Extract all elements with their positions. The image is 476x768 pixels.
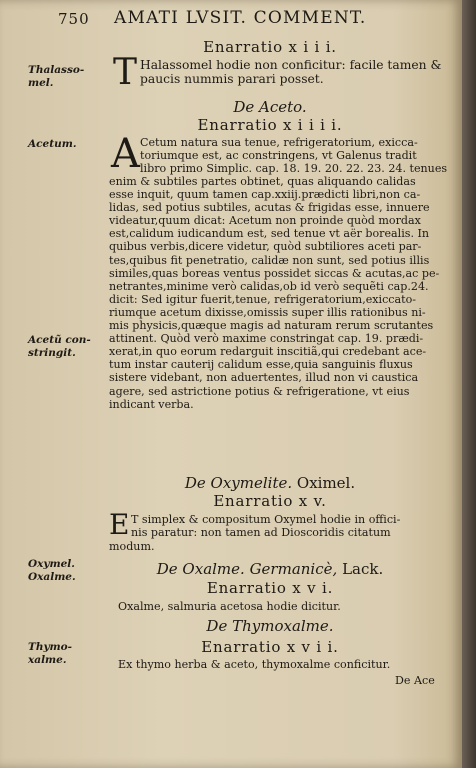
margin-note-line: Acetũ con- (28, 334, 91, 346)
title-roman: Lack. (342, 560, 384, 578)
text-line: tum instar cauterij calidum esse,quia sanguinis fluxus (109, 358, 413, 372)
title-italic: De Oxymelite. (184, 474, 293, 492)
section-16-text (118, 600, 341, 613)
section-13-heading: Enarratio x i i i. (203, 38, 337, 56)
text-line: xerat,in quo eorum redarguit inscitiã,qui credebant ace- (109, 345, 427, 359)
text-line: quibus verbis,dicere videtur, quòd subtiliores aceti par- (109, 240, 422, 254)
text-line: esse inquit, quum tamen cap.xxiij.prædicti libri,non ca- (109, 188, 421, 202)
title-roman: Oximel. (296, 474, 356, 492)
margin-note-line: Thymo- (28, 641, 73, 653)
text-line: sistere videbant, non aduertentes, illud non vi caustica (109, 371, 419, 385)
section-14-heading: Enarratio x i i i i. (197, 116, 343, 134)
catchword: De Ace (395, 674, 435, 687)
text-line: T simplex & compositum Oxymel hodie in offici- (131, 513, 401, 526)
text-line: est,calidum iudicandum est, sed tenue vt aër borealis. In (109, 227, 430, 241)
section-17-heading: Enarratio x v i i. (201, 638, 339, 656)
margin-note-line: Oxalme. (28, 571, 76, 583)
section-15-text-indented (131, 513, 400, 539)
margin-note-line: xalme. (28, 654, 67, 666)
text-line: mis physicis,quæque magis ad naturam rerum scrutantes (109, 319, 434, 333)
page-edge-shadow (462, 0, 476, 768)
margin-note-line: Thalasso- (28, 64, 85, 76)
text-line: lidas, sed potius subtiles, acutas & frigidas esse, innuere (109, 201, 430, 215)
section-14-text-indented (140, 136, 447, 175)
text-line: modum. (109, 540, 155, 553)
text-line: riumque acetum dixisse,omissis super illis rationibus ni- (109, 305, 426, 319)
margin-note-line: Oxymel. (28, 558, 75, 570)
margin-note-line: stringit. (28, 347, 76, 359)
margin-note-acetum-constringit (28, 334, 98, 360)
text-line: attinent. Quòd verò maxime constringat cap. 19. prædi- (109, 332, 424, 346)
margin-note-oxymel-oxalme (28, 558, 98, 584)
section-14-title: De Aceto. (233, 98, 307, 116)
running-header (58, 8, 458, 32)
text-line: libro primo Simplic. cap. 18. 19. 20. 22. 23. 24. tenues (140, 162, 448, 176)
text-line: similes,quas boreas ventus possidet siccas & acutas,ac pe- (109, 266, 440, 280)
section-14-text (109, 175, 439, 411)
margin-note-thalassomel (28, 64, 98, 90)
running-title: AMATI LVSIT. COMMENT. (114, 8, 367, 28)
section-15-title (100, 474, 440, 492)
section-16-title (100, 560, 440, 578)
text-line: Ex thymo herba & aceto, thymoxalme conficitur. (118, 658, 391, 671)
section-16-heading: Enarratio x v i. (206, 579, 334, 597)
drop-cap-a: A (111, 131, 140, 177)
section-15-text (109, 540, 155, 553)
section-13-text (140, 58, 441, 86)
text-line: videatur,quum dicat: Acetum non proinde quòd mordax (109, 214, 421, 228)
text-line: netrantes,minime verò calidas,ob id verò sequẽti cap.24. (109, 279, 429, 293)
text-line: Halassomel hodie non conficitur: facile tamen & (140, 58, 442, 72)
margin-note-line: mel. (28, 77, 54, 89)
drop-cap-t: T (113, 52, 138, 93)
text-line: Cetum natura sua tenue, refrigeratorium, exicca- (140, 136, 418, 149)
page-number: 750 (58, 10, 90, 28)
text-line: nis paratur: non tamen ad Dioscoridis citatum (131, 526, 391, 540)
title-italic: De Oxalme. Germanicè, (156, 560, 338, 578)
text-line: agere, sed astrictione potius & refrigeratione, vt eius (109, 384, 410, 398)
text-line: indicant verba. (109, 397, 194, 411)
text-line: Oxalme, salmuria acetosa hodie dicitur. (118, 600, 341, 613)
margin-note-thymoxalme (28, 641, 98, 667)
section-17-text (118, 658, 390, 671)
text-line: tes,quibus fit penetratio, calidæ non sunt, sed potius illis (109, 253, 430, 267)
section-15-heading: Enarratio x v. (213, 492, 327, 510)
margin-note-acetum (28, 138, 98, 151)
drop-cap-e: E (109, 508, 130, 541)
text-line: toriumque est, ac constringens, vt Galenus tradit (140, 149, 417, 163)
text-line: enim & subtiles partes obtinet, quas aliquando calidas (109, 175, 416, 188)
text-line: dicit: Sed igitur fuerit,tenue, refrigeratorium,exiccato- (109, 292, 417, 306)
section-17-title: De Thymoxalme. (206, 617, 334, 635)
margin-note-line: Acetum. (28, 138, 77, 150)
text-line: paucis nummis parari posset. (140, 72, 324, 86)
